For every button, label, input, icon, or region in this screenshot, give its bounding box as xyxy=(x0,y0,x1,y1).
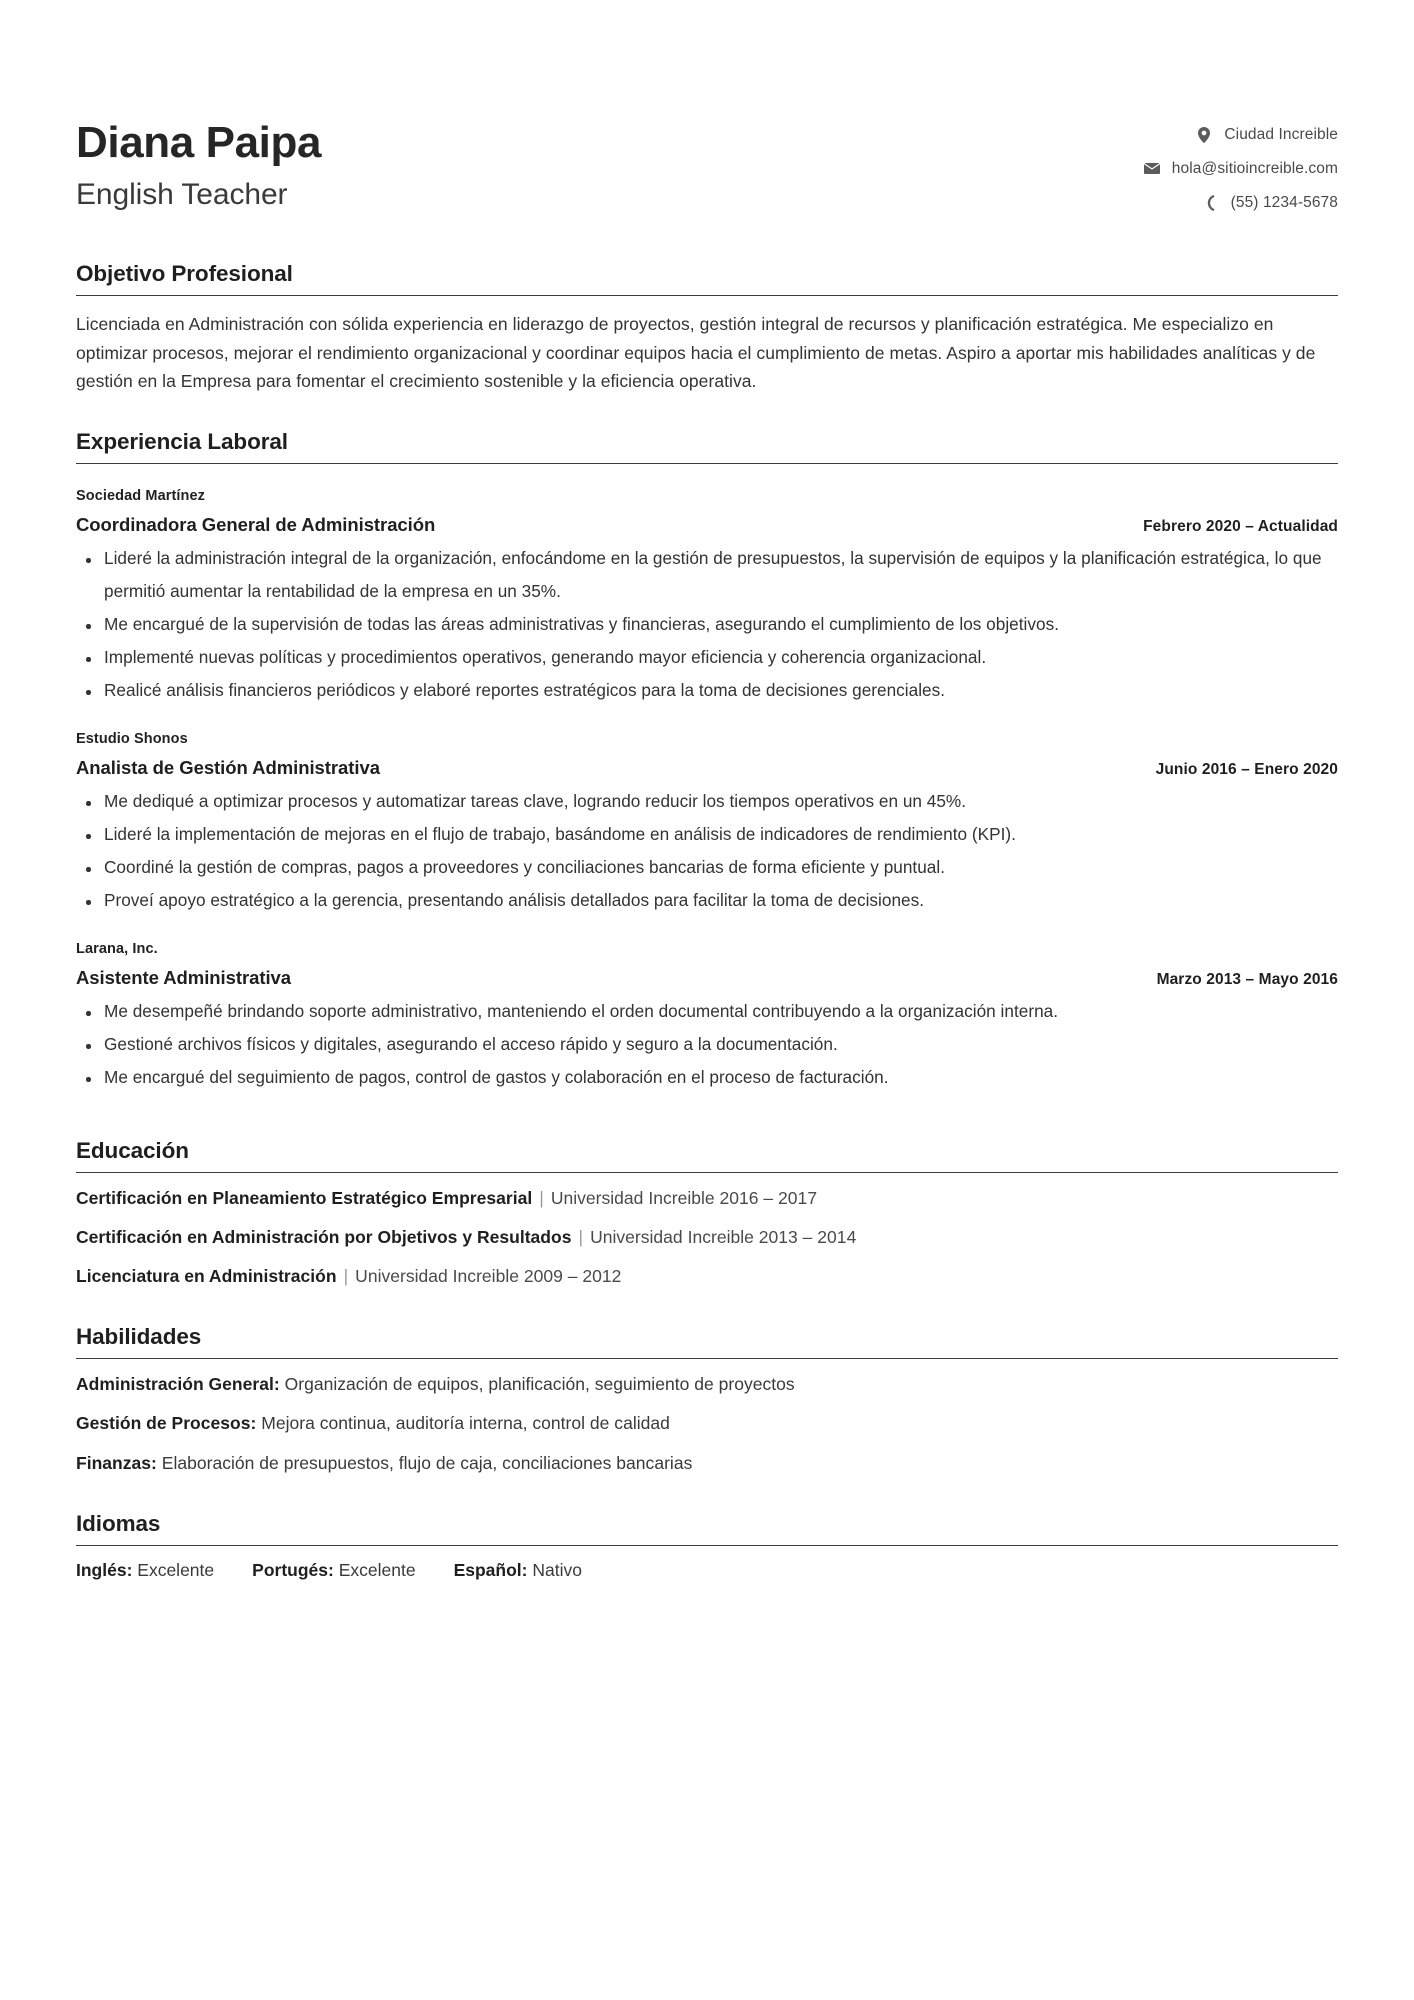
job-dates: Junio 2016 – Enero 2020 xyxy=(1155,761,1338,779)
section-experiencia-laboral xyxy=(76,429,1338,1094)
job-bullet: Me encargué del seguimiento de pagos, control de gastos y colaboración en el proceso de facturación. xyxy=(76,1061,1338,1094)
education-separator: | xyxy=(539,1188,544,1209)
language-entry xyxy=(252,1560,415,1581)
skill-entry xyxy=(76,1373,1338,1396)
location-pin-icon xyxy=(1196,127,1212,143)
company-name: Sociedad Martínez xyxy=(76,488,206,505)
education-degree: Certificación en Planeamiento Estratégico Empresarial xyxy=(76,1188,533,1209)
resume-header xyxy=(76,112,1338,231)
education-detail: Universidad Increible 2016 – 2017 xyxy=(550,1188,818,1209)
job-bullet: Proveí apoyo estratégico a la gerencia, presentando análisis detallados para facilitar la toma de decisiones. xyxy=(76,884,1338,917)
skill-entry xyxy=(76,1412,1338,1435)
experience-entry xyxy=(76,488,1338,707)
section-divider xyxy=(76,1358,1338,1359)
job-bullet: Me desempeñé brindando soporte administrativo, manteniendo el orden documental contribuyendo a la organización interna. xyxy=(76,995,1338,1028)
language-level: Excelente xyxy=(338,1559,416,1580)
job-bullet: Me encargué de la supervisión de todas las áreas administrativas y financieras, asegurando el cumplimiento de los objetivos. xyxy=(76,608,1338,641)
section-title-experiencia: Experiencia Laboral xyxy=(76,429,288,455)
language-entry xyxy=(454,1560,582,1581)
skill-detail: Elaboración de presupuestos, flujo de caja, conciliaciones bancarias xyxy=(161,1453,693,1474)
education-entry xyxy=(76,1226,1338,1249)
education-entry xyxy=(76,1187,1338,1210)
section-habilidades xyxy=(76,1324,1338,1475)
section-title-objetivo: Objetivo Profesional xyxy=(76,261,293,287)
job-bullet: Me dediqué a optimizar procesos y automatizar tareas clave, logrando reducir los tiempos operativos en un 45%. xyxy=(76,785,1338,818)
job-title: Analista de Gestión Administrativa xyxy=(76,757,380,779)
section-divider xyxy=(76,295,1338,296)
contact-item-phone[interactable] xyxy=(1203,194,1338,212)
education-separator: | xyxy=(343,1265,349,1286)
job-dates: Febrero 2020 – Actualidad xyxy=(1143,518,1338,536)
language-name: Inglés: xyxy=(76,1559,133,1580)
job-title: Asistente Administrativa xyxy=(76,967,292,989)
experience-entry xyxy=(76,941,1338,1094)
contact-location-text: Ciudad Increible xyxy=(1224,126,1338,143)
education-detail: Universidad Increible 2009 – 2012 xyxy=(355,1265,622,1286)
section-title-habilidades: Habilidades xyxy=(76,1323,202,1349)
section-objetivo-profesional xyxy=(76,261,1338,395)
job-bullet: Lideré la implementación de mejoras en el flujo de trabajo, basándome en análisis de indicadores de rendimiento (KPI). xyxy=(76,818,1338,851)
section-idiomas xyxy=(76,1511,1338,1581)
job-bullet-list xyxy=(76,542,1338,707)
job-bullet: Realicé análisis financieros periódicos y elaboré reportes estratégicos para la toma de decisiones gerenciales. xyxy=(76,674,1338,707)
section-divider xyxy=(76,1172,1338,1173)
language-name: Español: xyxy=(453,1559,528,1580)
job-bullet: Gestioné archivos físicos y digitales, asegurando el acceso rápido y seguro a la documentación. xyxy=(76,1028,1338,1061)
objective-paragraph: Licenciada en Administración con sólida experiencia en liderazgo de proyectos, gestión integral de recursos y planificación estratégica. Me especializo en optimizar procesos, mejorar el rendimiento organizacional y coordinar equipos hacia el cumplimiento de metas. Aspiro a aportar mis habilidades analíticas y de gestión en la Empresa para fomentar el crecimiento sostenible y la eficiencia operativa. xyxy=(76,314,1316,391)
company-name: Larana, Inc. xyxy=(76,941,158,958)
section-title-idiomas: Idiomas xyxy=(76,1510,161,1536)
contact-email-text: hola@sitioincreible.com xyxy=(1171,160,1338,177)
language-level: Nativo xyxy=(532,1559,582,1580)
language-name: Portugés: xyxy=(252,1559,334,1580)
contact-item-location xyxy=(1196,126,1338,144)
job-header xyxy=(76,514,1338,536)
job-header xyxy=(76,967,1338,989)
job-header xyxy=(76,757,1338,779)
education-separator: | xyxy=(578,1227,584,1248)
section-divider xyxy=(76,1545,1338,1546)
job-bullet: Implementé nuevas políticas y procedimientos operativos, generando mayor eficiencia y coherencia organizacional. xyxy=(76,641,1338,674)
section-educacion xyxy=(76,1138,1338,1287)
experience-entry xyxy=(76,731,1338,917)
education-degree: Certificación en Administración por Objetivos y Resultados xyxy=(76,1227,572,1248)
section-title-educacion: Educación xyxy=(76,1138,189,1164)
job-bullet-list xyxy=(76,995,1338,1094)
language-entry xyxy=(76,1560,214,1581)
job-bullet: Lideré la administración integral de la organización, enfocándome en la gestión de presupuestos, la supervisión de equipos y la planificación estratégica, lo que permitió aumentar la rentabilidad de la empresa en un 35%. xyxy=(76,542,1338,608)
job-bullet-list xyxy=(76,785,1338,917)
contact-item-email[interactable] xyxy=(1144,160,1338,178)
candidate-name: Diana Paipa xyxy=(76,118,322,167)
job-bullet: Coordiné la gestión de compras, pagos a proveedores y conciliaciones bancarias de forma eficiente y puntual. xyxy=(76,851,1338,884)
education-detail: Universidad Increible 2013 – 2014 xyxy=(590,1227,857,1248)
language-level: Excelente xyxy=(137,1559,215,1580)
company-name: Estudio Shonos xyxy=(76,731,188,748)
contact-list xyxy=(1144,112,1338,212)
envelope-icon xyxy=(1144,161,1160,177)
phone-icon xyxy=(1203,195,1219,211)
job-dates: Marzo 2013 – Mayo 2016 xyxy=(1156,971,1338,989)
skill-category: Gestión de Procesos: xyxy=(76,1413,257,1434)
education-entry xyxy=(76,1265,1338,1288)
candidate-role: English Teacher xyxy=(76,178,288,212)
job-title: Coordinadora General de Administración xyxy=(76,514,436,536)
section-divider xyxy=(76,463,1338,464)
education-degree: Licenciatura en Administración xyxy=(76,1265,337,1286)
language-list xyxy=(76,1560,1338,1581)
skill-category: Finanzas: xyxy=(76,1453,157,1474)
skill-detail: Mejora continua, auditoría interna, control de calidad xyxy=(261,1413,670,1434)
identity-block xyxy=(76,112,321,213)
contact-phone-text: (55) 1234-5678 xyxy=(1230,194,1338,211)
skill-category: Administración General: xyxy=(76,1373,280,1394)
skill-detail: Organización de equipos, planificación, seguimiento de proyectos xyxy=(284,1373,795,1394)
skill-entry xyxy=(76,1452,1338,1475)
